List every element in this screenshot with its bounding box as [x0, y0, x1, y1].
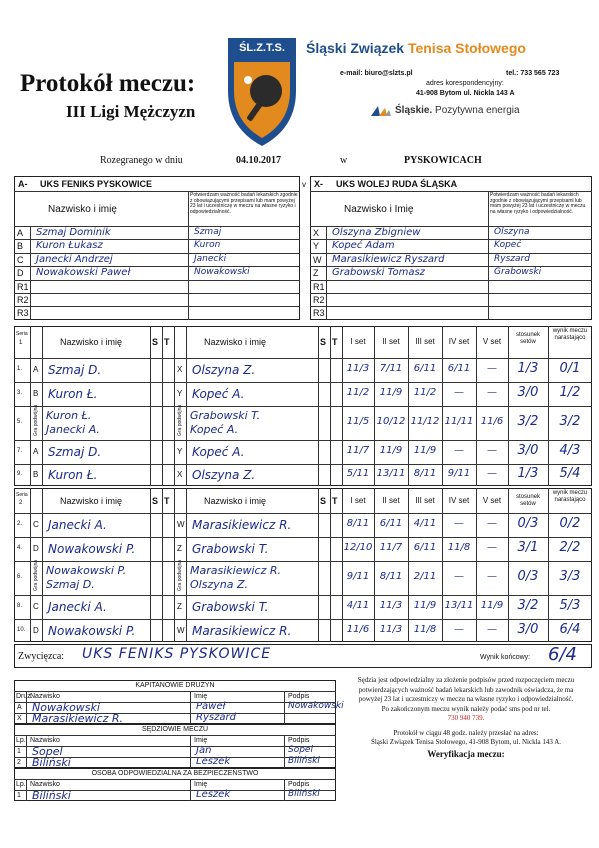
- col-header-t: T: [164, 337, 170, 347]
- game-running-result: 3/2: [559, 414, 581, 429]
- game-set-score: 4/11: [346, 600, 370, 611]
- game-player-a-partner: Szmaj D.: [46, 578, 95, 591]
- captains-title: KAPITANOWIE DRUŻYN: [135, 682, 215, 689]
- game-set-score: 11/3: [346, 363, 370, 374]
- game-player-x: Marasikiewicz R.: [192, 518, 292, 532]
- captains-row-surname: Marasikiewicz R.: [32, 712, 123, 725]
- game-position-a: B: [33, 389, 39, 398]
- notice-text: [348, 676, 584, 759]
- game-number: 10.: [17, 626, 26, 633]
- game-set-score: 11/9: [480, 600, 504, 611]
- game-set-score: 6/11: [413, 363, 437, 374]
- game-number: 2.: [17, 521, 23, 527]
- game-set-score: —: [454, 387, 464, 398]
- roster-position: C: [17, 254, 24, 265]
- roster-player-signature: Olszyna: [494, 227, 530, 237]
- game-number: 8.: [17, 603, 23, 609]
- roster-player-signature: Kopeć: [494, 240, 522, 251]
- captains-col-1: Druż.: [16, 693, 33, 700]
- org-name: Śląski Związek Tenisa Stołowego: [306, 40, 526, 56]
- org-logo: [226, 36, 298, 148]
- game-set-score: 6/11: [413, 542, 437, 553]
- referees-row-signature: Biliński: [288, 756, 320, 766]
- roster-position: R3: [17, 308, 29, 319]
- game-set-score: 5/11: [346, 468, 370, 479]
- game-number: 7.: [17, 448, 23, 454]
- game-player-x-partner: Olszyna Z.: [190, 578, 248, 591]
- roster-position: Y: [313, 241, 320, 252]
- captains-row-first-name: Paweł: [196, 701, 226, 712]
- col-header-t: T: [164, 495, 170, 506]
- captains-row-surname: Nowakowski: [32, 701, 100, 714]
- game-player-a: Janecki A.: [48, 518, 107, 532]
- game-set-score: —: [487, 542, 497, 553]
- safety-row-signature: Biliński: [288, 789, 320, 799]
- roster-position: D: [17, 268, 24, 279]
- game-number: 6.: [17, 574, 23, 580]
- game-player-a: Szmaj D.: [48, 363, 102, 377]
- vs-label: v: [302, 180, 306, 189]
- safety-row-index: 1: [17, 792, 21, 799]
- page-subtitle: III Ligi Mężczyzn: [66, 102, 196, 121]
- roster-position: X: [313, 228, 320, 238]
- game-player-a-partner: Janecki A.: [46, 423, 100, 436]
- game-player-a: Kuron Ł.: [48, 468, 98, 482]
- col-header-name-x: Nazwisko i imię: [204, 495, 267, 506]
- roster-player-signature: Ryszard: [494, 253, 530, 264]
- game-player-x: Marasikiewicz R.: [190, 564, 281, 577]
- referees-col-4: Podpis: [288, 737, 310, 744]
- team-a-consent: Potwierdzam ważność badań lekarskich zgodnie z obowiązującymi przepisami lub mam powyżej 23 lat i uczestniczę w meczu na własne ryzyko i odpowiedzialność.: [190, 192, 298, 215]
- roster-player-name: Janecki Andrzej: [36, 253, 113, 265]
- game-position-a: A: [33, 365, 39, 374]
- game-set-score: —: [487, 445, 497, 456]
- email-line: e-mail: biuro@slzts.pl: [340, 70, 413, 77]
- game-position-a: B: [33, 470, 39, 479]
- roster-player-signature: Kuron: [194, 240, 221, 251]
- roster-position: R3: [313, 308, 325, 319]
- col-header-s: S: [152, 495, 159, 506]
- game-set-score: 11/7: [346, 445, 370, 456]
- doubles-label: Gra podwójna: [177, 559, 183, 591]
- game-player-x: Grabowski T.: [192, 542, 269, 556]
- series-1-number: 1: [19, 340, 23, 346]
- game-position-a: A: [33, 447, 39, 456]
- game-running-result: 0/1: [559, 361, 581, 376]
- game-position-x: W: [177, 520, 185, 529]
- game-number: 9.: [17, 471, 23, 477]
- col-header-set: III set: [415, 337, 435, 346]
- roster-position: R1: [17, 281, 29, 292]
- game-set-score: —: [454, 518, 464, 529]
- team-a-letter: A-: [18, 179, 28, 189]
- roster-position: R2: [17, 295, 29, 305]
- captains-row-index: X: [17, 715, 22, 722]
- game-player-x: Kopeć A.: [192, 445, 245, 459]
- game-player-x-partner: Kopeć A.: [190, 423, 239, 436]
- game-set-ratio: 1/3: [517, 361, 539, 376]
- col-header-name-a: Nazwisko i imię: [60, 495, 123, 506]
- game-set-score: 10/12: [376, 416, 406, 427]
- roster-player-name: Nowakowski Paweł: [36, 267, 131, 279]
- game-player-x: Grabowski T.: [190, 409, 261, 422]
- doubles-label: Gra podwójna: [177, 404, 183, 436]
- col-header-name-a: Nazwisko i imię: [60, 337, 123, 347]
- game-set-ratio: 0/3: [517, 569, 539, 584]
- game-set-score: —: [454, 445, 464, 456]
- col-header-s: S: [152, 337, 159, 347]
- in-label: w: [340, 155, 348, 166]
- team-x-name: UKS WOLEJ RUDA ŚLĄSKA: [336, 179, 458, 189]
- team-x-name-header: Nazwisko i Imię: [344, 204, 414, 215]
- game-player-x: Grabowski T.: [192, 600, 269, 614]
- game-position-x: Z: [177, 602, 182, 611]
- game-set-score: 7/11: [379, 363, 403, 374]
- game-set-score: —: [487, 623, 497, 635]
- notice-phone: 730 940 739.: [447, 714, 485, 722]
- game-set-score: 11/5: [346, 416, 370, 427]
- game-position-x: Y: [177, 447, 183, 456]
- game-set-ratio: 3/0: [517, 621, 539, 637]
- game-set-score: 11/3: [379, 623, 403, 635]
- game-set-score: —: [487, 518, 497, 529]
- game-running-result: 5/3: [559, 598, 581, 613]
- game-position-x: Y: [177, 389, 183, 398]
- col-header-ratio: stosunek setów: [515, 494, 540, 507]
- game-set-score: 11/9: [379, 387, 403, 398]
- roster-player-signature: Janecki: [194, 253, 227, 264]
- game-set-score: —: [487, 468, 497, 479]
- col-header-set: V set: [482, 495, 502, 505]
- notice-paragraph-4: Śląski Związek Tenisa Stołowego, 41-908 Bytom, ul. Nickla 143 A.: [370, 738, 562, 746]
- col-header-set: III set: [415, 495, 435, 505]
- game-set-score: 11/9: [413, 445, 437, 456]
- game-set-score: 4/11: [413, 518, 437, 529]
- game-set-score: 8/11: [413, 468, 437, 479]
- series-2-label: Seria: [16, 492, 28, 498]
- col-header-ratio: stosunek setów: [515, 332, 540, 345]
- game-set-score: 11/11: [444, 416, 474, 427]
- game-position-a: C: [33, 602, 39, 611]
- referees-row-surname: Sopel: [32, 745, 63, 758]
- game-position-x: X: [177, 365, 183, 374]
- game-player-x: Kopeć A.: [192, 387, 245, 401]
- roster-player-name: Kopeć Adam: [332, 240, 395, 252]
- team-a-name-header: Nazwisko i imię: [48, 204, 117, 215]
- game-set-score: 11/6: [346, 623, 370, 635]
- game-set-score: 11/9: [379, 445, 403, 456]
- game-number: 1.: [17, 366, 23, 372]
- captains-row-signature: Nowakowski: [288, 701, 344, 711]
- game-set-score: 11/8: [413, 623, 437, 635]
- game-set-score: 12/10: [343, 542, 373, 553]
- game-running-result: 1/2: [559, 385, 581, 400]
- team-a-name: UKS FENIKS PYSKOWICE: [40, 179, 153, 189]
- game-set-score: —: [487, 363, 497, 374]
- game-position-a: D: [33, 625, 39, 635]
- game-set-score: 8/11: [346, 518, 370, 529]
- game-set-score: 11/6: [480, 416, 504, 427]
- safety-col-1: Lp.: [16, 781, 26, 788]
- tel-line: tel.: 733 565 723: [506, 70, 560, 77]
- game-set-score: 11/3: [379, 600, 403, 611]
- game-running-result: 4/3: [559, 443, 581, 458]
- game-player-a: Kuron Ł.: [46, 409, 92, 422]
- game-set-score: 8/11: [379, 571, 403, 582]
- roster-player-signature: Grabowski: [494, 267, 542, 278]
- game-player-a: Nowakowski P.: [48, 542, 136, 556]
- game-running-result: 6/4: [559, 621, 581, 637]
- match-date: 04.10.2017: [236, 155, 281, 166]
- roster-player-signature: Nowakowski: [194, 267, 250, 278]
- roster-player-name: Grabowski Tomasz: [332, 267, 425, 279]
- team-x-consent: Potwierdzam ważność badań lekarskich zgodnie z obowiązującymi przepisami lub mam powyżej 23 lat i uczestniczę w meczu na własne ryzyko i odpowiedzialność.: [490, 192, 586, 215]
- captains-row-index: A: [17, 704, 22, 711]
- game-set-score: 6/11: [379, 518, 403, 529]
- roster-position: R1: [313, 281, 325, 292]
- address: 41-908 Bytom ul. Nickla 143 A: [416, 90, 515, 97]
- game-set-score: —: [487, 571, 497, 582]
- match-place: PYSKOWICACH: [404, 155, 482, 166]
- address-label: adres korespondencyjny:: [426, 80, 504, 87]
- game-player-a: Nowakowski P.: [48, 623, 136, 638]
- final-score-value: 6/4: [548, 644, 577, 665]
- game-set-score: 2/11: [413, 571, 437, 582]
- roster-position: Z: [313, 268, 319, 279]
- game-set-ratio: 1/3: [517, 466, 539, 481]
- game-number: 4.: [17, 545, 23, 551]
- game-set-score: —: [454, 571, 464, 582]
- game-set-score: 11/2: [413, 387, 437, 398]
- game-position-x: W: [177, 625, 185, 635]
- game-set-ratio: 3/2: [517, 598, 539, 613]
- winner-value: UKS FENIKS PYSKOWICE: [82, 646, 272, 662]
- game-set-score: 11/7: [379, 542, 403, 553]
- col-header-set: I set: [350, 337, 366, 346]
- game-set-ratio: 3/0: [517, 443, 539, 458]
- roster-player-signature: Szmaj: [194, 227, 222, 237]
- notice-paragraph-3: Protokół w ciągu 48 godz. należy przesłać na adres:: [393, 728, 539, 737]
- col-header-t2: T: [332, 337, 338, 347]
- roster-player-name: Marasikiewicz Ryszard: [332, 253, 445, 265]
- game-set-score: 9/11: [346, 571, 370, 582]
- game-player-a: Kuron Ł.: [48, 387, 98, 401]
- page-title: Protokół meczu:: [20, 70, 196, 97]
- referees-row-index: 2: [17, 759, 21, 766]
- game-player-a: Janecki A.: [48, 600, 107, 614]
- col-header-set: IV set: [448, 337, 470, 346]
- game-set-score: 6/11: [447, 363, 471, 374]
- game-set-ratio: 3/0: [517, 385, 539, 400]
- game-running-result: 2/2: [559, 540, 581, 555]
- col-header-s2: S: [320, 337, 327, 347]
- safety-title: OSOBA ODPOWIEDZIALNA ZA BEZPIECZEŃSTWO: [91, 770, 259, 777]
- roster-position: R2: [313, 295, 325, 305]
- referees-row-signature: Sopel: [288, 745, 313, 755]
- game-number: 3.: [17, 390, 23, 396]
- game-set-ratio: 3/2: [517, 414, 539, 429]
- game-running-result: 5/4: [559, 466, 581, 481]
- game-running-result: 3/3: [559, 569, 581, 584]
- captains-col-4: Podpis: [288, 693, 310, 700]
- col-header-set: II set: [382, 495, 400, 505]
- game-set-score: 9/11: [447, 468, 471, 479]
- safety-col-2: Nazwisko: [30, 781, 60, 788]
- final-score-label: Wynik końcowy:: [480, 654, 531, 661]
- roster-position: W: [313, 254, 322, 265]
- game-position-a: D: [33, 544, 39, 553]
- col-header-t2: T: [332, 495, 338, 506]
- roster-position: A: [17, 228, 24, 238]
- game-set-score: —: [454, 623, 464, 635]
- game-set-score: 13/11: [376, 468, 406, 479]
- game-set-score: 11/2: [346, 387, 370, 398]
- col-header-result: wynik meczu narastająco: [552, 328, 588, 341]
- game-set-score: —: [487, 387, 497, 398]
- col-header-set: V set: [482, 337, 502, 346]
- sponsor-text: Śląskie. Pozytywna energia: [395, 105, 520, 116]
- logo-text: ŚL.Z.T.S.: [239, 42, 285, 54]
- captains-col-2: Nazwisko: [30, 693, 60, 700]
- roster-position: B: [17, 241, 24, 252]
- game-number: 5.: [17, 419, 23, 425]
- safety-col-4: Podpis: [288, 781, 310, 788]
- game-set-ratio: 0/3: [517, 516, 539, 531]
- col-header-set: I set: [350, 495, 366, 505]
- notice-paragraph-1: Sędzia jest odpowiedzialny za złożenie podpisów przed rozpoczęciem meczu potwierdzających ważność badań lekarskich lub zawodnik oświadcza, że ma powyżej 23 lat i uczestniczy w meczu na własne ryzyko i odpowiedzialność.: [357, 676, 575, 703]
- game-set-score: 11/12: [410, 416, 440, 427]
- captains-col-3: Imię: [194, 693, 208, 700]
- col-header-set: IV set: [448, 495, 470, 505]
- notice-paragraph-2: Po zakończonym meczu wynik należy podać sms pod nr tel.: [381, 704, 551, 713]
- game-player-x: Olszyna Z.: [192, 468, 256, 482]
- referees-col-3: Imię: [194, 737, 208, 744]
- referees-row-first-name: Jan: [196, 745, 212, 756]
- roster-player-name: Szmaj Dominik: [36, 227, 111, 238]
- doubles-label: Gra podwójna: [33, 404, 39, 436]
- captains-row-first-name: Ryszard: [196, 712, 236, 723]
- game-running-result: 0/2: [559, 516, 581, 531]
- game-set-score: 11/8: [447, 542, 471, 553]
- game-player-a: Nowakowski P.: [46, 564, 127, 577]
- sponsor-logo-icon: [370, 104, 392, 123]
- roster-player-name: Olszyna Zbigniew: [332, 227, 421, 238]
- game-set-score: 13/11: [444, 600, 474, 611]
- referees-title: SĘDZIOWIE MECZU: [141, 726, 209, 733]
- referees-col-1: Lp.: [16, 737, 26, 744]
- game-set-score: 11/9: [413, 600, 437, 611]
- safety-row-first-name: Leszek: [196, 789, 231, 800]
- col-header-result: wynik meczu narastająco: [552, 490, 588, 503]
- played-label: Rozegranego w dniu: [100, 155, 183, 166]
- game-player-x: Olszyna Z.: [192, 363, 256, 377]
- series-1-label: Seria: [16, 331, 28, 337]
- team-x-letter: X-: [314, 179, 323, 189]
- verification-label: Weryfikacja meczu:: [427, 748, 505, 759]
- series-2-number: 2: [19, 500, 23, 506]
- game-player-x: Marasikiewicz R.: [192, 623, 292, 638]
- doubles-label: Gra podwójna: [33, 559, 39, 591]
- col-header-name-x: Nazwisko i imię: [204, 337, 267, 347]
- referees-row-index: 1: [17, 748, 21, 755]
- roster-player-name: Kuron Łukasz: [36, 240, 103, 252]
- safety-col-3: Imię: [194, 781, 208, 788]
- safety-row-surname: Biliński: [32, 789, 71, 802]
- col-header-s2: S: [320, 495, 327, 506]
- col-header-set: II set: [382, 337, 400, 346]
- game-player-a: Szmaj D.: [48, 445, 102, 459]
- game-position-a: C: [33, 520, 39, 529]
- game-position-x: Z: [177, 544, 182, 553]
- game-position-x: X: [177, 470, 183, 479]
- referees-row-surname: Biliński: [32, 756, 71, 769]
- referees-row-first-name: Leszek: [196, 756, 231, 767]
- game-set-ratio: 3/1: [517, 540, 539, 555]
- winner-label: Zwycięzca:: [18, 651, 65, 662]
- referees-col-2: Nazwisko: [30, 737, 60, 744]
